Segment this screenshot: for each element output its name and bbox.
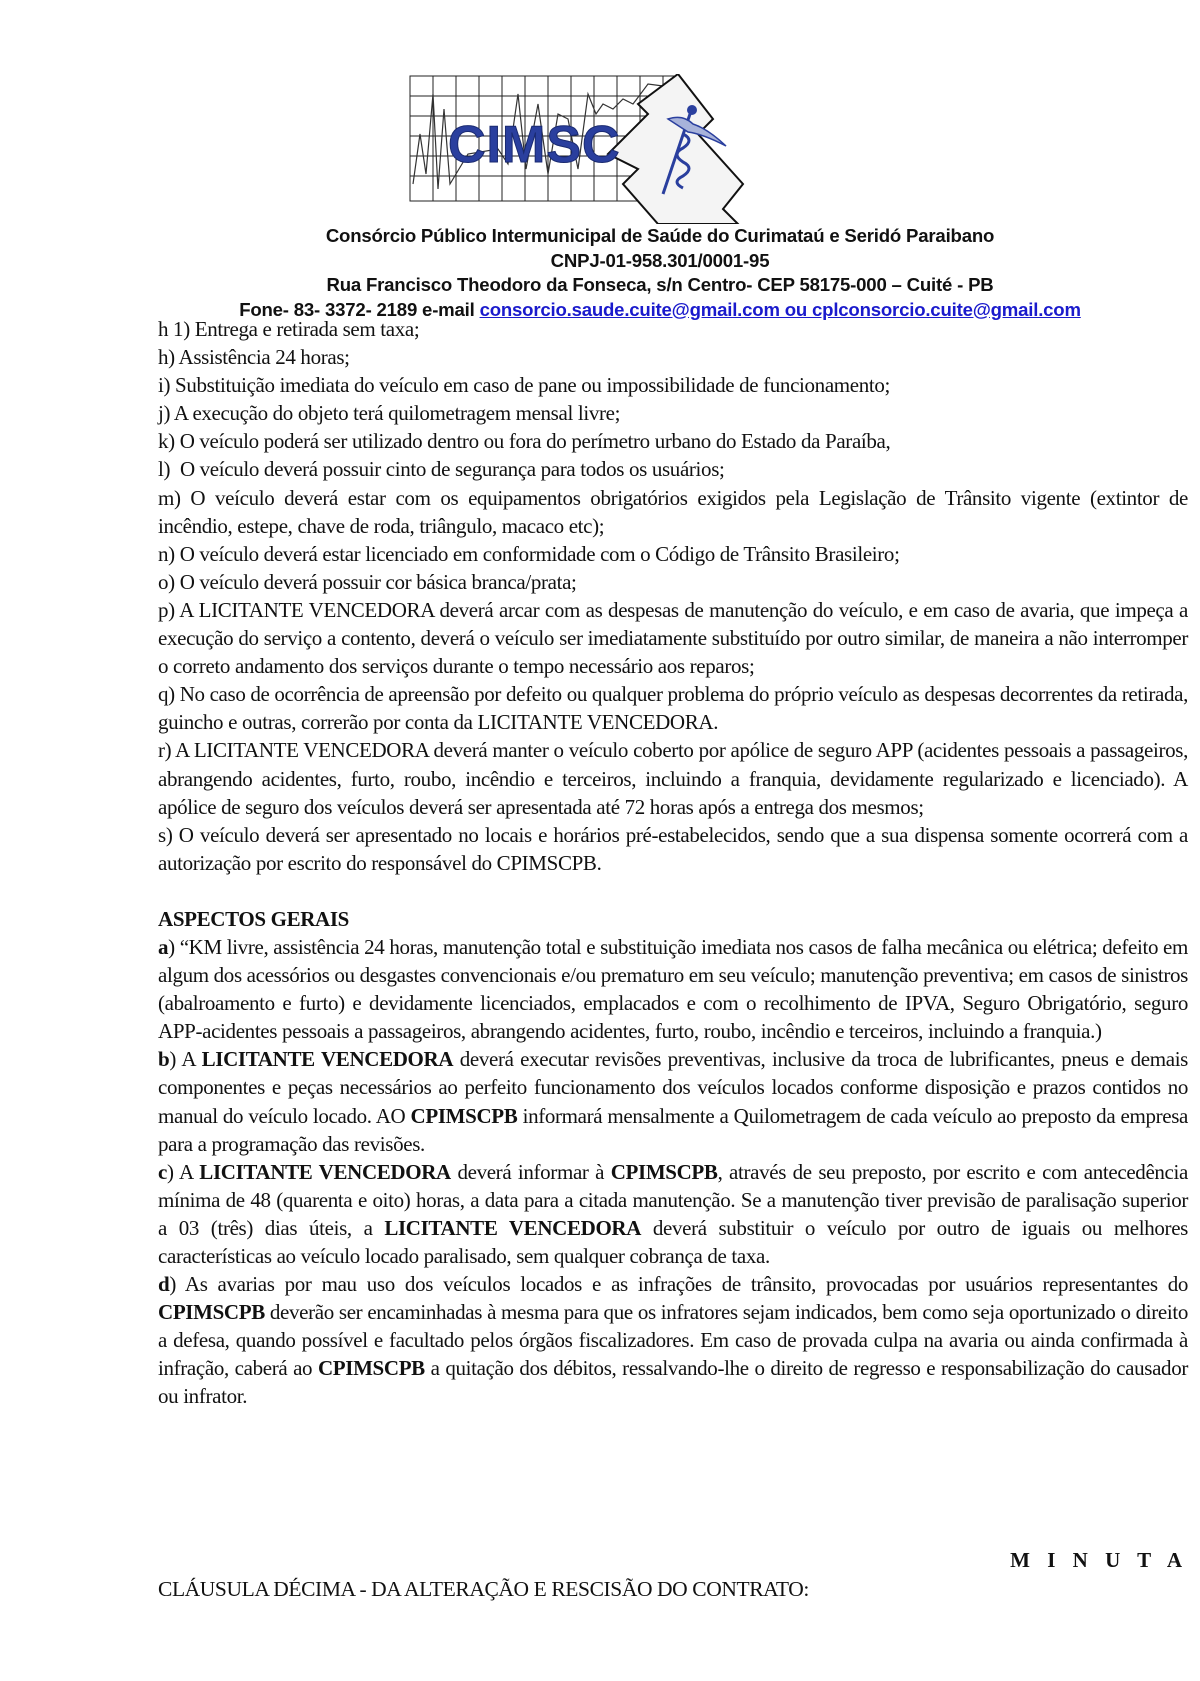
cimsc-logo [408,74,778,224]
list-item: h) Assistência 24 horas; [158,345,350,370]
document-body [158,315,1188,1411]
list-item: o) O veículo deverá possuir cor básica branca/prata; [158,569,577,594]
phone: Fone- 83- 3372- 2189 e-mail [239,298,480,320]
general-item-a: a) “KM livre, assistência 24 horas, manutenção total e substituição imediata nos casos de falha mecânica ou elétrica; defeito em algum dos acessórios ou desgastes convencionais e/ou prematuro em seu veículo; manutenção preventiva; em casos de sinistros (abalroamento e furto) e devidamente licenciados, emplacados e com o recolhimento de IPVA, Seguro Obrigatório, seguro APP-acidentes pessoais a passageiros, abrangendo acidentes, furto, roubo, incêndio e terceiros, incluindo a franquia.) [158,934,1188,1044]
list-item: h 1) Entrega e retirada sem taxa; [158,317,420,341]
list-item: j) A execução do objeto terá quilometragem mensal livre; [158,401,621,426]
cnpj: CNPJ-01-958.301/0001-95 [550,249,770,271]
section-title: ASPECTOS GERAIS [158,906,350,931]
address: Rua Francisco Theodoro da Fonseca, s/n Centro- CEP 58175-000 – Cuité - PB [326,274,994,295]
list-item: p) A LICITANTE VENCEDORA deverá arcar com as despesas de manutenção do veículo, e em caso de avaria, que impeça a execução do serviço a contento, deverá o veículo ser imediatamente substituído por outro similar, de maneira a não interromper o correto andamento dos serviços durante o tempo necessário aos reparos; [158,597,1188,679]
svg-text:CIMSC: CIMSC [448,116,621,174]
list-item: l) O veículo deverá possuir cinto de segurança para todos os usuários; [158,457,725,482]
draft-watermark: M I N U T A [1010,1548,1188,1572]
list-item: r) A LICITANTE VENCEDORA deverá manter o veículo coberto por apólice de seguro APP (acidentes pessoais a passageiros, abrangendo acidentes, furto, roubo, incêndio e terceiros, incluindo a franquia, devidamente regularizado e licenciado). A apólice de seguro dos veículos deverá ser apresentada até 72 horas após a entrega dos mesmos; [158,738,1188,819]
list-item: q) No caso de ocorrência de apreensão por defeito ou qualquer problema do próprio veículo as despesas decorrentes da retirada, guincho e outras, correrão por conta da LICITANTE VENCEDORA. [158,682,1188,735]
general-item-c: c) A LICITANTE VENCEDORA deverá informar à CPIMSCPB, através de seu preposto, por escrito e com antecedência mínima de 48 (quarenta e oito) horas, a data para a citada manutenção. Se a manutenção tiver previsão de paralisação superior a 03 (três) dias úteis, a LICITANTE VENCEDORA deverá substituir o veículo por outro de iguais ou melhores características ao veículo locado paralisado, sem qualquer cobrança de taxa. [158,1159,1188,1268]
spacer [158,877,1188,905]
list-item: n) O veículo deverá estar licenciado em conformidade com o Código de Trânsito Brasileiro; [158,541,900,566]
general-item-b: b) A LICITANTE VENCEDORA deverá executar revisões preventivas, inclusive da troca de lubrificantes, pneus e demais componentes e peças necessários ao perfeito funcionamento dos veículos locados conforme disposição e prazos contidos no manual do veículo locado. AO CPIMSCPB informará mensalmente a Quilometragem de cada veículo ao preposto da empresa para a programação das revisões. [158,1047,1188,1156]
list-item: i) Substituição imediata do veículo em caso de pane ou impossibilidade de funcionamento; [158,373,891,398]
list-item: k) O veículo poderá ser utilizado dentro ou fora do perímetro urbano do Estado da Paraíba, [158,429,891,454]
org-name: Consórcio Público Intermunicipal de Saúde do Curimataú e Seridó Paraibano [325,225,995,246]
list-item: s) O veículo deverá ser apresentado no locais e horários pré-estabelecidos, sendo que a sua dispensa somente ocorrerá com a autorização por escrito do responsável do CPIMSCPB. [158,822,1188,875]
clause-heading: CLÁUSULA DÉCIMA - DA ALTERAÇÃO E RESCISÃO DO CONTRATO: [158,1577,809,1601]
email-link[interactable]: consorcio.saude.cuite@gmail.com ou cplconsorcio.cuite@gmail.com [479,298,1081,320]
letterhead [140,224,1180,322]
ecg-grid-icon [408,74,778,224]
list-item: m) O veículo deverá estar com os equipamentos obrigatórios exigidos pela Legislação de Trânsito vigente (extintor de incêndio, estepe, chave de roda, triângulo, macaco etc); [158,485,1188,538]
general-item-d: d) As avarias por mau uso dos veículos locados e as infrações de trânsito, provocadas por usuários representantes do CPIMSCPB deverão ser encaminhadas à mesma para que os infratores sejam indicados, bem como seja oportunizado o direito a defesa, quando possível e facultado pelos órgãos fiscalizadores. Em caso de provada culpa na avaria ou ainda confirmada à infração, caberá ao CPIMSCPB a quitação dos débitos, ressalvando-lhe o direito de regresso e responsabilização do causador ou infrator. [158,1272,1188,1409]
